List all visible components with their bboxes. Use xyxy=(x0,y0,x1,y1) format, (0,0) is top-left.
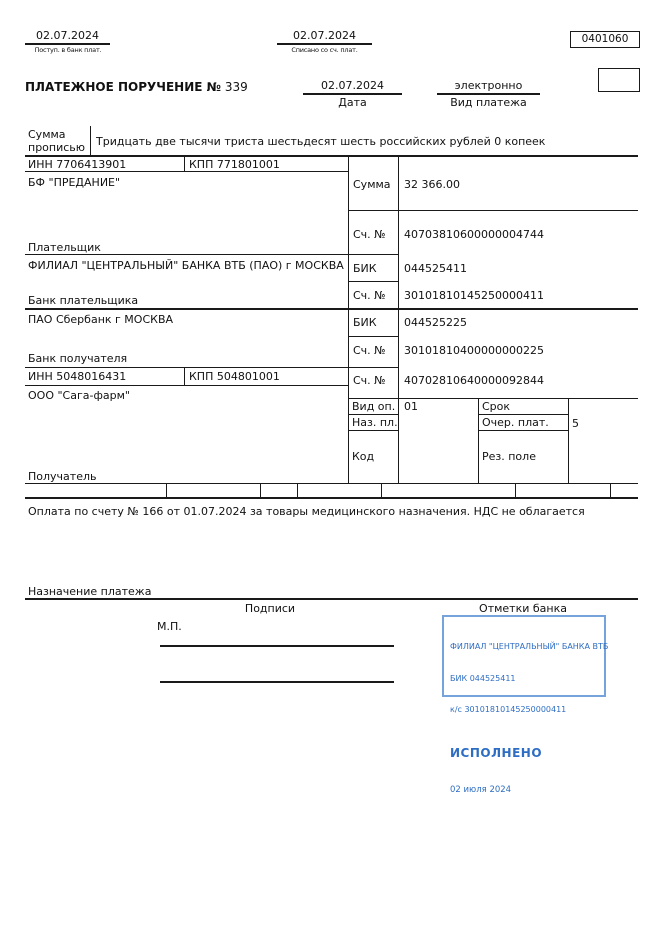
table-bottom-line xyxy=(25,497,638,499)
payer-bank-bik-value: 044525411 xyxy=(404,262,467,275)
doc-date-line xyxy=(303,93,402,95)
form-code-box xyxy=(570,31,640,48)
payee-bank-bik-value: 044525225 xyxy=(404,316,467,329)
payee-bank-corr-label: Сч. № xyxy=(353,344,386,357)
doc-date-label: Дата xyxy=(338,96,367,109)
payer-bank-corr-value: 30101810145250000411 xyxy=(404,289,544,302)
res-field-label: Рез. поле xyxy=(482,450,536,463)
received-date-caption: Поступ. в банк плат. xyxy=(34,46,102,54)
payer-bank-label: Банк плательщика xyxy=(28,294,139,307)
tax-cell-divider-2 xyxy=(260,483,261,497)
payer-kpp: КПП 771801001 xyxy=(189,158,280,171)
payer-underline xyxy=(25,254,398,255)
stamp-status: ИСПОЛНЕНО xyxy=(450,745,543,760)
stamp-corr-account: к/с 30101810145250000411 xyxy=(450,705,567,714)
payee-bank-corr-value: 30101810400000000225 xyxy=(404,344,544,357)
document-title xyxy=(25,81,248,94)
payer-bank-bik-box-line xyxy=(348,281,399,282)
bank-marks-label: Отметки банка xyxy=(479,602,567,615)
signatures-label: Подписи xyxy=(244,602,296,615)
sum-value: 32 366.00 xyxy=(404,178,460,191)
pay-purpose-code-label: Наз. пл. xyxy=(352,416,398,429)
debited-date-line xyxy=(277,43,372,45)
mp-label: М.П. xyxy=(157,620,182,633)
payer-inn-kpp-divider xyxy=(184,155,185,171)
table-col-divider-2 xyxy=(398,155,399,483)
document-number: 339 xyxy=(224,80,248,94)
priority-label: Очер. плат. xyxy=(482,416,549,429)
form-code: 0401060 xyxy=(581,33,629,45)
debited-date-caption: Списано со сч. плат. xyxy=(291,46,358,54)
sum-underline xyxy=(348,210,638,211)
signature-line-2 xyxy=(160,681,394,683)
tax-cell-divider-6 xyxy=(610,483,611,497)
details-col-divider-1 xyxy=(478,398,479,483)
code-label: Код xyxy=(352,450,375,463)
amount-words-value: Тридцать две тысячи триста шестьдесят шесть российских рублей 0 копеек xyxy=(96,135,546,148)
payer-inn-underline xyxy=(25,171,348,172)
amount-words-divider xyxy=(90,126,91,155)
payee-account-value: 40702810640000092844 xyxy=(404,374,544,387)
doc-date-value: 02.07.2024 xyxy=(321,79,384,92)
tax-cell-divider-1 xyxy=(166,483,167,497)
tax-cell-divider-3 xyxy=(297,483,298,497)
payee-bank-label: Банк получателя xyxy=(28,352,128,365)
table-top-line xyxy=(25,155,638,157)
payer-bank-name: ФИЛИАЛ "ЦЕНТРАЛЬНЫЙ" БАНКА ВТБ (ПАО) г МОСКВА xyxy=(28,259,344,272)
payer-account-value: 40703810600000004744 xyxy=(404,228,544,241)
payee-bank-bik-label: БИК xyxy=(353,316,377,329)
op-kind-label: Вид оп. xyxy=(352,400,396,413)
stamp-bank-name: ФИЛИАЛ "ЦЕНТРАЛЬНЫЙ" БАНКА ВТБ xyxy=(450,642,609,651)
tax-cell-divider-4 xyxy=(381,483,382,497)
payee-bank-name: ПАО Сбербанк г МОСКВА xyxy=(28,313,174,326)
term-label: Срок xyxy=(482,400,511,413)
stamp-bik: БИК 044525411 xyxy=(450,673,516,683)
priority-box-line xyxy=(478,430,568,431)
document-title-text: ПЛАТЕЖНОЕ ПОРУЧЕНИЕ № xyxy=(25,80,222,94)
bank-stamp xyxy=(442,615,609,795)
payment-kind-value: электронно xyxy=(454,79,523,92)
payee-name: ООО "Сага-фарм" xyxy=(28,389,130,402)
payee-bank-bik-box-line xyxy=(348,336,399,337)
pay-purpose-box-line xyxy=(348,430,399,431)
status-box-empty xyxy=(598,68,640,92)
payment-kind-label: Вид платежа xyxy=(450,96,527,109)
payee-inn-kpp-divider xyxy=(184,367,185,385)
payer-bank-corr-label: Сч. № xyxy=(353,289,386,302)
payer-name: БФ "ПРЕДАНИЕ" xyxy=(28,176,121,189)
op-kind-box-line xyxy=(348,414,399,415)
debited-date: 02.07.2024 xyxy=(293,29,356,42)
priority-value: 5 xyxy=(572,417,579,430)
payee-inn: ИНН 5048016431 xyxy=(28,370,127,383)
payer-account-label: Сч. № xyxy=(353,228,386,241)
payee-inn-underline xyxy=(25,385,348,386)
payee-account-underline xyxy=(348,398,638,399)
payer-label: Плательщик xyxy=(28,241,101,254)
payer-bank-bik-label: БИК xyxy=(353,262,377,275)
payee-kpp: КПП 504801001 xyxy=(189,370,280,383)
payment-kind-line xyxy=(437,93,540,95)
payer-inn: ИНН 7706413901 xyxy=(28,158,127,171)
payee-account-label: Сч. № xyxy=(353,374,386,387)
term-box-line xyxy=(478,414,568,415)
details-col-divider-2 xyxy=(568,398,569,483)
table-col-divider-1 xyxy=(348,155,349,483)
purpose-text: Оплата по счету № 166 от 01.07.2024 за товары медицинского назначения. НДС не облагается xyxy=(28,505,585,518)
op-kind-value: 01 xyxy=(404,400,418,413)
payee-bank-underline xyxy=(25,367,398,368)
tax-cell-divider-5 xyxy=(515,483,516,497)
amount-words-label: Сумма прописью xyxy=(28,128,86,154)
signature-line-1 xyxy=(160,645,394,647)
sum-label: Сумма xyxy=(353,178,391,191)
stamp-date: 02 июля 2024 xyxy=(450,785,512,795)
payee-label: Получатель xyxy=(28,470,97,483)
purpose-label: Назначение платежа xyxy=(28,585,152,598)
received-date: 02.07.2024 xyxy=(36,29,99,42)
payer-bank-underline xyxy=(25,308,638,310)
purpose-underline xyxy=(25,598,638,600)
received-date-line xyxy=(25,43,110,45)
tax-row-top-line xyxy=(25,483,638,484)
